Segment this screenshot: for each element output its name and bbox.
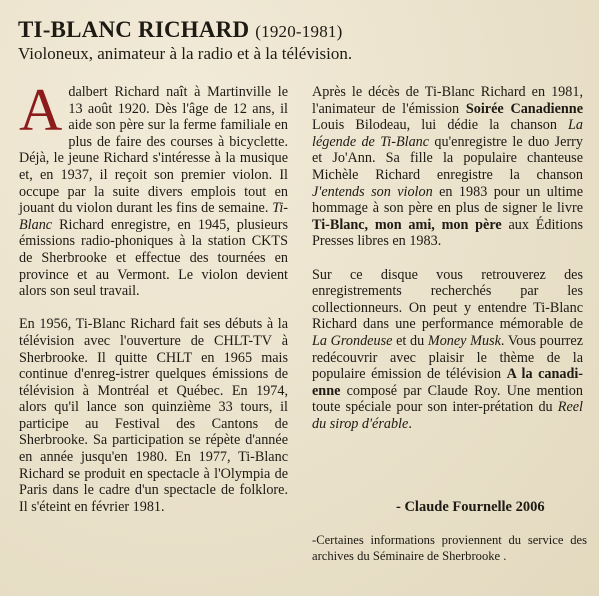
right-p1-text-c: qu'enregistre le duo Jerry et Jo'Ann. Sa fille la populaire chanteuse Michèle Richard enregistre la chanson (312, 133, 583, 183)
right-p1-italic-2: J'entends son violon (312, 183, 433, 200)
right-p2-text-a: Sur ce disque vous retrouverez des enregistrements recherchés par les collectionneurs. On peut y entendre Ti-Blanc Richard dans une performance mémorable de (312, 266, 583, 333)
right-paragraph-2 (312, 267, 583, 433)
right-p1-bold-2: Ti-Blanc, mon ami, mon père (312, 216, 502, 233)
right-p2-italic-2: Money Musk (427, 332, 501, 349)
archive-note: -Certaines informations proviennent du service des archives du Séminaire de Sherbrooke . (312, 533, 587, 563)
right-p1-text-e: aux Éditions Presses libres en 1983. (312, 216, 584, 250)
left-p1-text-b: Richard enregistre, en 1945, plusieurs émissions radio-phoniques à la station CKTS de Sherbrooke et effectue des tournées en province et au Vermont. Le violon devient alors son seul travail. (19, 216, 288, 300)
left-paragraph-1 (19, 77, 288, 300)
right-p1-text-d: en 1983 pour un ultime hommage à son père en plus de signer le livre (312, 183, 583, 217)
right-p2-bold: A la canadi-enne (312, 366, 584, 399)
left-paragraph-2: En 1956, Ti-Blanc Richard fait ses débuts à la télévision avec l'ouverture de CHLT-TV à Sherbrooke. Il quitte CHLT en 1965 mais continue d'enreg-istrer quelques émissions de télévision à Montréal et Québec. En 1974, alors qu'il lance son quinzième 33 tours, il participe au Festival des Cantons de Sherbrooke. Sa participation se répète d'année en année jusqu'en 1980. En 1977, Ti-Blanc Richard se produit en spectacle à l'Olympia de Paris dans le cadre d'un spectacle de folklore. Il s'éteint en février 1981. (19, 316, 288, 515)
right-p1-text-a: Après le décès de Ti-Blanc Richard en 1981, l'animateur de l'émission (312, 84, 583, 117)
right-p1-text-b: Louis Bilodeau, lui dédie la chanson (312, 117, 569, 134)
artist-title (18, 17, 342, 45)
right-p2-text-c: . Vous pourrez redécouvrir avec plaisir le thème de la populaire émission de télévision (312, 332, 583, 383)
left-p1-text-a: dalbert Richard naît à Martinville le 13 août 1920. Dès l'âge de 12 ans, il aide son père sur la ferme familiale en plus de faire des courses à bicyclette. Déjà, le jeune Richard s'intéresse à la musique et, en 1937, il reçoit son premier violon. Il occupe par la suite divers emplois tout en jouant du violon durant les fins de semaine. (19, 84, 288, 217)
right-paragraph-1 (312, 84, 583, 250)
right-p2-italic-3: Reel du sirop d'érable (312, 399, 583, 432)
drop-cap: A (19, 77, 63, 143)
right-p1-bold-1: Soirée Canadienne (465, 100, 583, 117)
artist-name: TI-BLANC RICHARD (18, 17, 250, 42)
signature: - Claude Fournelle 2006 (396, 499, 545, 515)
left-p1-italic: Ti-Blanc (19, 200, 288, 233)
right-p2-text-d: composé par Claude Roy. Une mention toute spéciale pour son inter-prétation du (312, 382, 583, 416)
right-p2-text-b: et du (392, 332, 428, 349)
right-p2-text-e: . (408, 415, 412, 432)
right-p1-italic-1: La légende de Ti-Blanc (312, 117, 583, 150)
artist-years: (1920-1981) (255, 22, 343, 41)
left-column (19, 77, 288, 532)
right-p2-italic-1: La Grondeuse (312, 332, 393, 349)
right-column (312, 84, 583, 449)
artist-subtitle: Violoneux, animateur à la radio et à la télévision. (18, 44, 353, 63)
